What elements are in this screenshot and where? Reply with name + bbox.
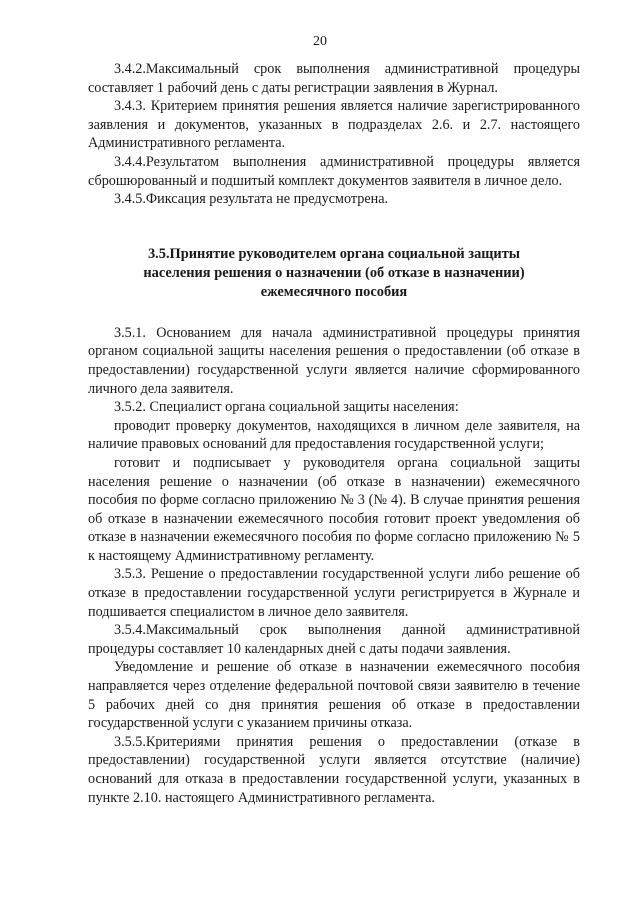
paragraph-3-4-5: 3.4.5.Фиксация результата не предусмотрена. [114,191,389,208]
paragraph-3-5-4: 3.5.4.Максимальный срок выполнения данной административной процедуры составляет 10 календарных дней с даты подачи заявления. [88,622,580,657]
paragraph-notice: Уведомление и решение об отказе в назначении ежемесячного пособия направляется через отделение федеральной почтовой связи заявителю в течение 5 рабочих дней со дня принятия решения об отказе в предоставлении государственной услуги с указанием причины отказа. [88,659,580,732]
page-number: 20 [313,34,327,49]
paragraph-3-5-2-check: проводит проверку документов, находящихся в личном деле заявителя, на наличие правовых оснований для предоставления государственной услуги; [88,417,580,453]
subsection-3-4 [88,60,580,209]
section-heading-line-2: населения решения о назначении (об отказе в назначении) [143,264,525,281]
paragraph-3-5-5: 3.5.5.Критериями принятия решения о предоставлении (отказе в предоставлении) государственной услуги является отсутствие (наличие) оснований для отказа в предоставлении государственной услуги, указанных в пункте 2.10. настоящего Административного регламента. [88,733,580,806]
paragraph-3-4-2: 3.4.2.Максимальный срок выполнения административной процедуры составляет 1 рабочий день с даты регистрации заявления в Журнал. [88,61,580,96]
paragraph-3-5-1: 3.5.1. Основанием для начала административной процедуры принятия органом социальной защиты населения решения о предоставлении (об отказе в предоставлении) государственной услуги является наличие сформированного личного дела заявителя. [88,324,580,397]
paragraph-3-4-3: 3.4.3. Критерием принятия решения является наличие зарегистрированного заявления и документов, указанных в подразделах 2.6. и 2.7. настоящего Административного регламента. [88,98,580,152]
paragraph-3-5-2-prepare: готовит и подписывает у руководителя органа социальной защиты населения решение о назначении (об отказе в назначении) ежемесячного пособия по форме согласно приложению № 3 (№ 4). В случае принятия решения об отказе в назначении ежемесячного пособия готовит проект уведомления об отказе в назначении ежемесячного пособия по форме согласно приложению № 5 к настоящему Административному регламенту. [88,454,580,564]
section-heading-3-5 [88,245,580,302]
paragraph-3-4-4: 3.4.4.Результатом выполнения административной процедуры является сброшюрованный и подшитый комплект документов заявителя в личное дело. [88,153,580,189]
section-heading-line-3: ежемесячного пособия [260,283,408,300]
subsection-3-5 [88,324,580,807]
section-heading-line-1: 3.5.Принятие руководителем органа социальной защиты [147,245,521,262]
paragraph-3-5-3: 3.5.3. Решение о предоставлении государственной услуги либо решение об отказе в предоставлении государственной услуги регистрируется в Журнале и подшивается специалистом в личное дело заявителя. [88,566,580,620]
paragraph-3-5-2: 3.5.2. Специалист органа социальной защиты населения: [114,399,459,416]
document-body [88,60,580,807]
